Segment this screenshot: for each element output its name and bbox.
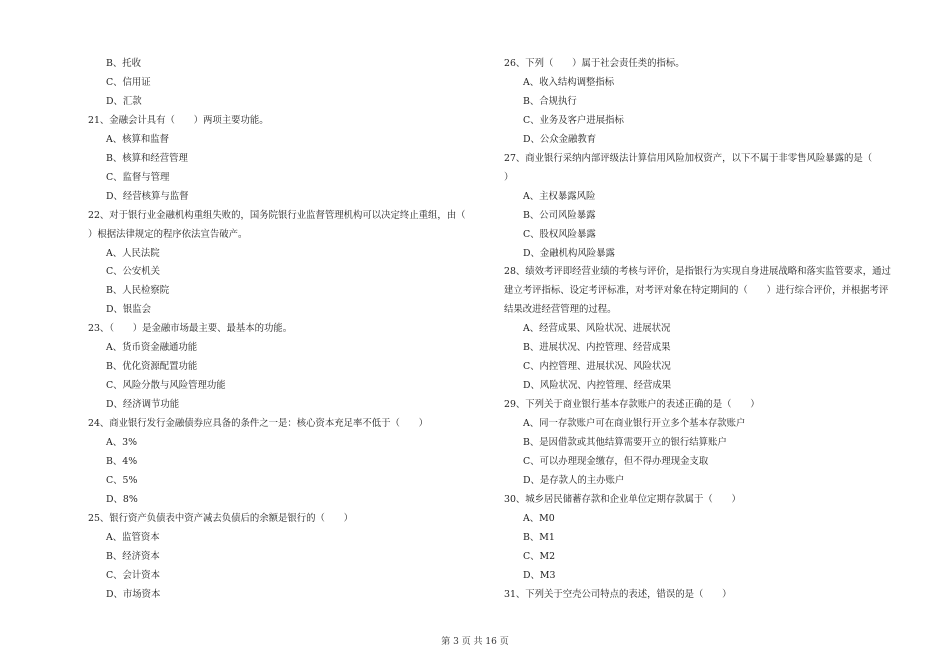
answer-option: D、风险状况、内控管理、经营成果 xyxy=(523,380,672,392)
answer-option: D、8% xyxy=(106,493,138,505)
answer-option: A、监管资本 xyxy=(106,531,160,543)
question-text: 31、下列关于空壳公司特点的表述，错误的是（ ） xyxy=(504,588,732,600)
answer-option: D、银监会 xyxy=(106,304,152,316)
question-text: 27、商业银行采纳内部评级法计算信用风险加权资产，以下不属于非零售风险暴露的是（ xyxy=(504,152,873,164)
answer-option: D、M3 xyxy=(523,569,556,581)
question-text: 21、金融会计具有（ ）两项主要功能。 xyxy=(88,114,269,126)
question-continuation: ）根据法律规定的程序依法宣告破产。 xyxy=(88,228,248,240)
answer-option: B、进展状况、内控管理、经营成果 xyxy=(523,342,671,354)
answer-option: B、核算和经营管理 xyxy=(106,152,188,164)
answer-option: B、优化资源配置功能 xyxy=(106,361,198,373)
answer-option: A、同一存款账户可在商业银行开立多个基本存款账户 xyxy=(523,418,746,430)
question-continuation: 建立考评指标、设定考评标准，对考评对象在特定期间的（ ）进行综合评价，并根据考评 xyxy=(504,285,889,297)
answer-option: B、合规执行 xyxy=(523,95,577,107)
answer-option: C、风险分散与风险管理功能 xyxy=(106,380,226,392)
question-text: 24、商业银行发行金融债券应具备的条件之一是：核心资本充足率不低于（ ） xyxy=(88,418,429,430)
question-text: 30、城乡居民储蓄存款和企业单位定期存款属于（ ） xyxy=(504,493,741,505)
question-text: 25、银行资产负债表中资产减去负债后的余额是银行的（ ） xyxy=(88,512,354,524)
question-text: 22、对于银行业金融机构重组失败的，国务院银行业监督管理机构可以决定终止重组，由（ xyxy=(88,209,466,221)
answer-option: A、经营成果、风险状况、进展状况 xyxy=(523,323,671,335)
answer-option: B、人民检察院 xyxy=(106,285,170,297)
answer-option: A、主权暴露风险 xyxy=(523,190,596,202)
answer-option: D、金融机构风险暴露 xyxy=(523,247,615,259)
answer-option: C、可以办理现金缴存，但不得办理现金支取 xyxy=(523,455,709,467)
answer-option: A、货币资金融通功能 xyxy=(106,342,198,354)
answer-option: C、会计资本 xyxy=(106,569,161,581)
question-continuation: ） xyxy=(504,171,514,183)
answer-option: D、市场资本 xyxy=(106,588,161,600)
answer-option: B、4% xyxy=(106,455,138,467)
answer-option: D、经济调节功能 xyxy=(106,399,180,411)
answer-option: D、公众金融教育 xyxy=(523,133,597,145)
answer-option: D、汇款 xyxy=(106,95,142,107)
answer-option: D、经营核算与监督 xyxy=(106,190,189,202)
question-text: 29、下列关于商业银行基本存款账户的表述正确的是（ ） xyxy=(504,399,760,411)
answer-option: A、3% xyxy=(106,437,138,448)
answer-option: D、是存款人的主办账户 xyxy=(523,474,625,486)
answer-option: B、公司风险暴露 xyxy=(523,209,596,221)
question-text: 28、绩效考评即经营业绩的考核与评价，是指银行为实现自身进展战略和落实监管要求，通过 xyxy=(504,266,891,278)
question-continuation: 结果改进经营管理的过程。 xyxy=(504,304,617,316)
answer-option: C、信用证 xyxy=(106,76,151,88)
answer-option: C、股权风险暴露 xyxy=(523,228,596,240)
question-text: 26、下列（ ）属于社会责任类的指标。 xyxy=(504,58,685,69)
answer-option: B、M1 xyxy=(523,531,555,543)
answer-option: A、M0 xyxy=(523,512,555,524)
question-text: 23、（ ）是金融市场最主要、最基本的功能。 xyxy=(88,323,293,335)
answer-option: A、收入结构调整指标 xyxy=(523,76,615,88)
answer-option: C、业务及客户进展指标 xyxy=(523,114,624,126)
answer-option: C、M2 xyxy=(523,550,556,562)
answer-option: B、托收 xyxy=(106,58,142,69)
answer-option: B、是因借款或其他结算需要开立的银行结算账户 xyxy=(523,437,727,448)
answer-option: C、5% xyxy=(106,474,138,486)
answer-option: B、经济资本 xyxy=(106,550,160,562)
answer-option: C、公安机关 xyxy=(106,266,161,278)
answer-option: C、内控管理、进展状况、风险状况 xyxy=(523,361,671,373)
answer-option: A、人民法院 xyxy=(106,247,160,259)
page-footer: 第 3 页 共 16 页 xyxy=(441,637,509,647)
answer-option: A、核算和监督 xyxy=(106,133,170,145)
answer-option: C、监督与管理 xyxy=(106,171,170,183)
